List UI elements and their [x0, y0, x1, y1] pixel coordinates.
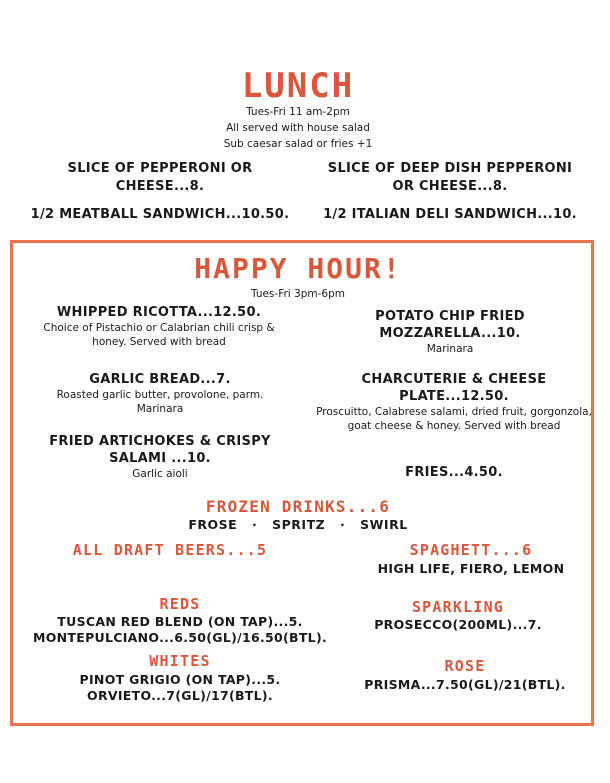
lunch-note-sub: Sub caesar salad or fries +1	[223, 138, 373, 150]
hh-item-name: GARLIC BREAD...7.	[89, 372, 231, 387]
hh-item-fries: FRIES...4.50.	[405, 465, 503, 480]
rose-title: ROSE	[444, 657, 486, 675]
hh-item-fried-artichokes	[40, 433, 280, 481]
lunch-item-deep-dish: SLICE OF DEEP DISH PEPPERONI OR CHEESE...8.	[327, 161, 573, 194]
happy-hour-title: HAPPY HOUR!	[194, 252, 402, 285]
rose-line-prisma: PRISMA...7.50(GL)/21(BTL).	[364, 677, 566, 692]
whites-title: WHITES	[149, 652, 211, 670]
sparkling-line-prosecco: PROSECCO(200ML)...7.	[374, 617, 542, 632]
frozen-separator: ·	[340, 517, 346, 532]
hh-item-charcuterie	[312, 371, 596, 433]
frozen-option-frose: FROSE	[188, 517, 238, 532]
happy-hour-hours: Tues-Fri 3pm-6pm	[251, 288, 345, 300]
hh-item-desc: Garlic aioli	[132, 468, 188, 480]
reds-line-tuscan: TUSCAN RED BLEND (ON TAP)...5.	[57, 614, 303, 629]
hh-item-name: POTATO CHIP FRIED MOZZARELLA...10.	[375, 309, 525, 341]
frozen-option-swirl: SWIRL	[360, 517, 408, 532]
lunch-item-pepperoni-slice: SLICE OF PEPPERONI OR CHEESE...8.	[67, 161, 253, 194]
spaghett-title: SPAGHETT...6	[409, 541, 533, 559]
hh-item-name: CHARCUTERIE & CHEESE PLATE...12.50.	[361, 372, 547, 404]
hh-item-potato-chip-mozzarella	[360, 308, 540, 356]
sparkling-title: SPARKLING	[411, 598, 505, 616]
spaghett-options: HIGH LIFE, FIERO, LEMON	[377, 561, 565, 576]
lunch-item-italian-deli: 1/2 ITALIAN DELI SANDWICH...10.	[323, 207, 577, 222]
hh-item-garlic-bread	[44, 372, 276, 416]
hh-item-desc: Roasted garlic butter, provolone, parm. Marinara	[56, 389, 264, 415]
lunch-hours: Tues-Fri 11 am-2pm	[246, 106, 350, 118]
draft-beers-title: ALL DRAFT BEERS...5	[72, 541, 268, 559]
hh-item-desc: Proscuitto, Calabrese salami, dried fruit, gorgonzola, goat cheese & honey. Served with bread	[316, 406, 592, 432]
hh-item-desc: Marinara	[426, 343, 474, 355]
reds-title: REDS	[159, 595, 201, 613]
hh-item-desc: Choice of Pistachio or Calabrian chili crisp & honey. Served with bread	[43, 322, 275, 348]
hh-item-name: FRIED ARTICHOKES & CRISPY SALAMI ...10.	[49, 434, 271, 466]
frozen-separator: ·	[252, 517, 258, 532]
lunch-item-meatball: 1/2 MEATBALL SANDWICH...10.50.	[30, 207, 290, 222]
lunch-note-salad: All served with house salad	[226, 122, 370, 134]
whites-line-orvieto: ORVIETO...7(GL)/17(BTL).	[87, 688, 273, 703]
frozen-drinks-options	[0, 517, 596, 532]
hh-item-name: WHIPPED RICOTTA...12.50.	[56, 305, 262, 320]
hh-item-whipped-ricotta	[28, 305, 290, 349]
lunch-title: LUNCH	[241, 66, 355, 106]
reds-line-montepulciano: MONTEPULCIANO...6.50(GL)/16.50(BTL).	[32, 630, 327, 645]
whites-line-pinot-grigio: PINOT GRIGIO (ON TAP)...5.	[79, 672, 281, 687]
frozen-option-spritz: SPRITZ	[272, 517, 326, 532]
frozen-drinks-title: FROZEN DRINKS...6	[205, 497, 391, 516]
